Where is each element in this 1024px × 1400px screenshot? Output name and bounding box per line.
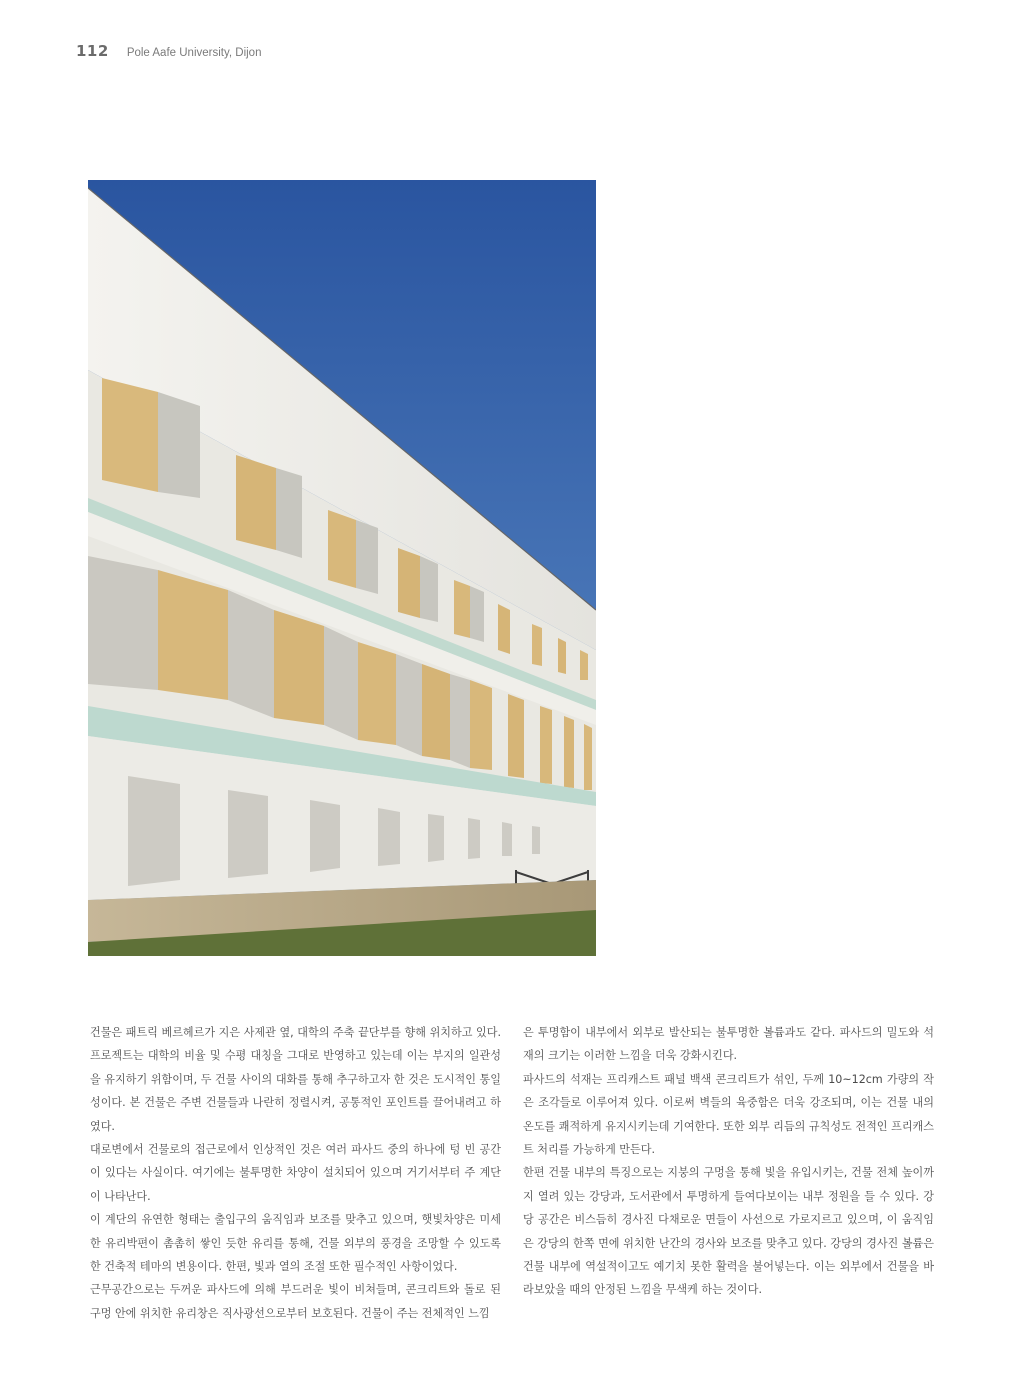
page-header [76, 42, 261, 60]
running-title: Pole Aafe University, Dijon [126, 47, 262, 59]
paragraph: 파사드의 석재는 프리캐스트 패널 백색 콘크리트가 섞인, 두께 10~12cm 가량의 작은 조각들로 이루어져 있다. 이로써 벽들의 육중함은 더욱 강조되며, 이는 건물 내의 온도를 쾌적하게 유지시키는데 기여한다. 또한 외부 리듬의 규칙성도 전적인 프리캐스트 처리를 가능하게 만든다. [523, 1072, 934, 1157]
article-right-column [523, 1021, 934, 1302]
building-facade-photo [88, 180, 596, 956]
paragraph: 건물은 패트릭 베르헤르가 지은 사제관 옆, 대학의 주축 끝단부를 향해 위치하고 있다. 프로젝트는 대학의 비율 및 수평 대칭을 그대로 반영하고 있는데 이는 부지의 일관성을 유지하기 위함이며, 두 건물 사이의 대화를 통해 추구하고자 한 것은 도시적인 통일성이다. 본 건물은 주변 건물들과 나란히 정렬시켜, 공통적인 포인트를 끌어내려고 하였다. [90, 1026, 501, 1133]
paragraph: 이 계단의 유연한 형태는 출입구의 움직임과 보조를 맞추고 있으며, 햇빛차양은 미세한 유리박편이 촘촘히 쌓인 듯한 유리를 통해, 건물 외부의 풍경을 조망할 수 있도록 한 건축적 테마의 변용이다. 한편, 빛과 열의 조절 또한 필수적인 사항이었다. [90, 1213, 501, 1274]
paragraph: 은 투명함이 내부에서 외부로 발산되는 불투명한 볼륨과도 같다. 파사드의 밀도와 석재의 크기는 이러한 느낌을 더욱 강화시킨다. [523, 1026, 934, 1063]
page-number: 112 [76, 42, 109, 60]
paragraph: 대로변에서 건물로의 접근로에서 인상적인 것은 여러 파사드 중의 하나에 텅 빈 공간이 있다는 사실이다. 여기에는 불투명한 차양이 설치되어 있으며 거기서부터 주 계단이 나타난다. [90, 1143, 501, 1203]
article-left-column [90, 1021, 501, 1325]
paragraph: 근무공간으로는 두꺼운 파사드에 의해 부드러운 빛이 비쳐들며, 콘크리트와 돌로 된 구멍 안에 위치한 유리창은 직사광선으로부터 보호된다. 건물이 주는 전체적인 느낌 [90, 1283, 501, 1320]
paragraph: 한편 건물 내부의 특징으로는 지붕의 구멍을 통해 빛을 유입시키는, 건물 전체 높이까지 열려 있는 강당과, 도서관에서 투명하게 들여다보이는 내부 정원을 들 수 있다. 강당 공간은 비스듬히 경사진 다채로운 면들이 사선으로 가로지르고 있으며, 이 움직임은 강당의 한쪽 면에 위치한 난간의 경사와 보조를 맞추고 있다. 강당의 경사진 볼륨은 건물 내부에 역설적이고도 예기치 못한 활력을 불어넣는다. 이는 외부에서 건물을 바라보았을 때의 안정된 느낌을 무색케 하는 것이다. [523, 1166, 934, 1297]
